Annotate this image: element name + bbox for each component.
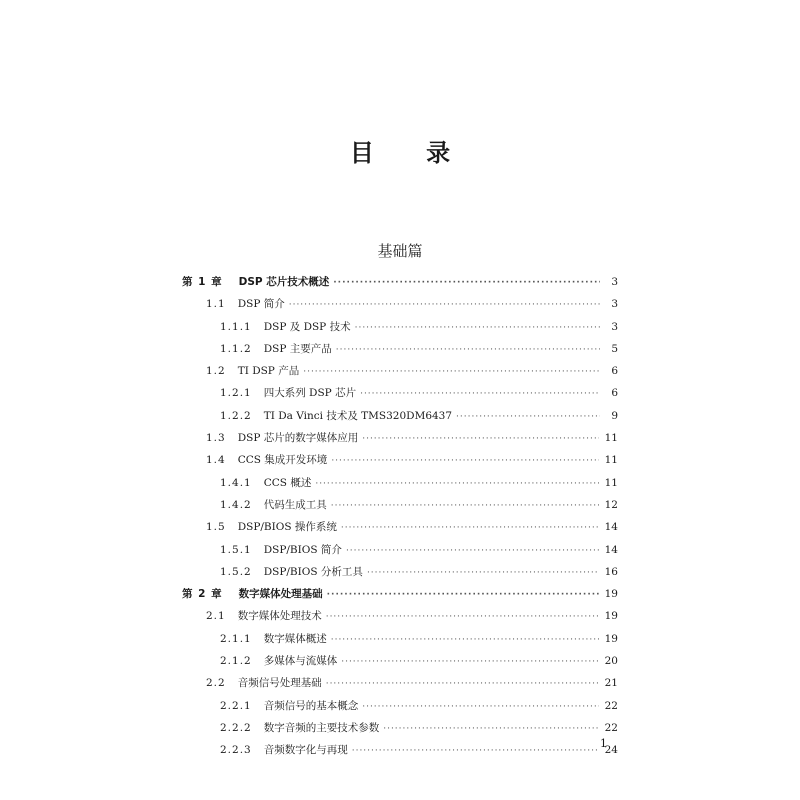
toc-entry-title: DSP/BIOS 简介: [263, 543, 342, 556]
dot-leader: [346, 540, 599, 562]
toc-section-entry[interactable]: [182, 449, 618, 471]
toc-entry-title: DSP 简介: [237, 298, 285, 311]
toc-subsection-entry[interactable]: [182, 650, 618, 672]
toc-entry-page: 3: [611, 298, 618, 311]
toc-entry-number: 2.1: [206, 610, 226, 623]
dot-leader: [289, 294, 600, 316]
dot-leader: [315, 473, 598, 495]
toc-entry-number: 1.2.2: [220, 409, 252, 422]
toc-entry-page: 3: [611, 320, 618, 333]
dot-leader: [355, 317, 600, 339]
dot-leader: [331, 495, 599, 517]
toc-entry-page: 9: [611, 409, 618, 422]
toc-entry-title: 代码生成工具: [263, 498, 327, 511]
dot-leader: [326, 673, 599, 695]
toc-entry-page: 14: [604, 521, 618, 534]
toc-entry-title: DSP 芯片的数字媒体应用: [237, 432, 359, 445]
toc-subsection-entry[interactable]: [182, 472, 618, 494]
toc-section-entry[interactable]: [182, 605, 618, 627]
toc-entry-number: 2.2: [206, 677, 226, 690]
toc-entry-number: 1.2: [206, 365, 226, 378]
dot-leader: [341, 517, 599, 539]
toc-subsection-entry[interactable]: [182, 695, 618, 717]
dot-leader: [331, 450, 598, 472]
table-of-contents: [182, 271, 618, 762]
toc-entry-page: 24: [604, 744, 618, 757]
toc-entry-number: 2.1.1: [220, 632, 252, 645]
toc-entry-page: 19: [604, 588, 618, 601]
toc-entry-number: 1.1.2: [220, 342, 252, 355]
toc-entry-title: 音频数字化与再现: [263, 744, 348, 757]
toc-entry-number: 1.4.2: [220, 498, 252, 511]
toc-section-entry[interactable]: [182, 360, 618, 382]
dot-leader: [362, 696, 598, 718]
dot-leader: [303, 361, 600, 383]
toc-entry-page: 6: [611, 365, 618, 378]
dot-leader: [333, 272, 600, 294]
dot-leader: [362, 428, 598, 450]
toc-entry-number: 1.2.1: [220, 387, 252, 400]
page-title: 目 录: [349, 139, 473, 167]
toc-entry-number: 1.5.2: [220, 565, 252, 578]
toc-entry-number: 2.2.3: [220, 744, 252, 757]
toc-entry-number: 2.1.2: [220, 655, 252, 668]
dot-leader: [352, 740, 599, 762]
toc-entry-title: 数字媒体处理技术: [237, 610, 322, 623]
toc-chapter-entry[interactable]: [182, 271, 618, 293]
toc-entry-page: 5: [611, 342, 618, 355]
part-title: 基础篇: [377, 242, 423, 260]
toc-subsection-entry[interactable]: [182, 494, 618, 516]
toc-subsection-entry[interactable]: [182, 338, 618, 360]
footer-page-number: 1: [600, 737, 607, 750]
dot-leader: [326, 606, 599, 628]
toc-entry-title: DSP 芯片技术概述: [238, 276, 330, 288]
toc-entry-page: 16: [604, 565, 618, 578]
dot-leader: [360, 383, 600, 405]
toc-entry-title: TI Da Vinci 技术及 TMS320DM6437: [263, 409, 453, 422]
toc-entry-number: 2.2.1: [220, 699, 252, 712]
toc-subsection-entry[interactable]: [182, 539, 618, 561]
dot-leader: [331, 629, 599, 651]
toc-subsection-entry[interactable]: [182, 628, 618, 650]
toc-entry-page: 22: [604, 721, 618, 734]
toc-entry-title: 音频信号处理基础: [237, 677, 322, 690]
toc-entry-number: 1.3: [206, 432, 226, 445]
toc-entry-title: DSP/BIOS 分析工具: [263, 565, 363, 578]
toc-section-entry[interactable]: [182, 516, 618, 538]
toc-entry-page: 11: [604, 476, 618, 489]
toc-entry-title: CCS 概述: [263, 476, 312, 489]
toc-entry-number: 1.4: [206, 454, 226, 467]
toc-entry-page: 20: [604, 655, 618, 668]
toc-entry-title: 数字音频的主要技术参数: [263, 721, 380, 734]
dot-leader: [336, 339, 600, 361]
toc-entry-number: 1.1: [206, 298, 226, 311]
toc-subsection-entry[interactable]: [182, 316, 618, 338]
toc-entry-page: 19: [604, 632, 618, 645]
toc-entry-number: 1.4.1: [220, 476, 252, 489]
toc-entry-title: 音频信号的基本概念: [263, 699, 359, 712]
toc-entry-title: 四大系列 DSP 芯片: [263, 387, 357, 400]
toc-entry-page: 6: [611, 387, 618, 400]
toc-entry-page: 19: [604, 610, 618, 623]
toc-entry-page: 14: [604, 543, 618, 556]
toc-subsection-entry[interactable]: [182, 739, 618, 761]
toc-entry-title: 数字媒体概述: [263, 632, 327, 645]
toc-entry-title: CCS 集成开发环境: [237, 454, 328, 467]
toc-entry-title: DSP 及 DSP 技术: [263, 320, 351, 333]
toc-entry-number: 1.1.1: [220, 320, 252, 333]
toc-entry-number: 1.5: [206, 521, 226, 534]
toc-subsection-entry[interactable]: [182, 717, 618, 739]
toc-entry-title: TI DSP 产品: [237, 365, 300, 378]
toc-entry-title: 多媒体与流媒体: [263, 655, 338, 668]
toc-section-entry[interactable]: [182, 293, 618, 315]
dot-leader: [327, 584, 599, 606]
toc-subsection-entry[interactable]: [182, 382, 618, 404]
toc-entry-title: DSP 主要产品: [263, 342, 332, 355]
toc-section-entry[interactable]: [182, 427, 618, 449]
dot-leader: [383, 718, 598, 740]
dot-leader: [367, 562, 599, 584]
toc-subsection-entry[interactable]: [182, 405, 618, 427]
toc-entry-number: 2.2.2: [220, 721, 252, 734]
toc-entry-number: 1.5.1: [220, 543, 252, 556]
toc-entry-number: 第 1 章: [182, 276, 223, 288]
dot-leader: [341, 651, 598, 673]
toc-entry-title: 数字媒体处理基础: [238, 588, 323, 601]
toc-chapter-entry[interactable]: [182, 583, 618, 605]
toc-subsection-entry[interactable]: [182, 561, 618, 583]
toc-entry-page: 12: [604, 498, 618, 511]
dot-leader: [456, 406, 600, 428]
toc-section-entry[interactable]: [182, 672, 618, 694]
toc-entry-page: 3: [611, 276, 618, 288]
toc-entry-number: 第 2 章: [182, 588, 223, 601]
toc-entry-page: 11: [604, 432, 618, 445]
toc-entry-title: DSP/BIOS 操作系统: [237, 521, 337, 534]
toc-entry-page: 21: [604, 677, 618, 690]
toc-entry-page: 11: [604, 454, 618, 467]
toc-entry-page: 22: [604, 699, 618, 712]
